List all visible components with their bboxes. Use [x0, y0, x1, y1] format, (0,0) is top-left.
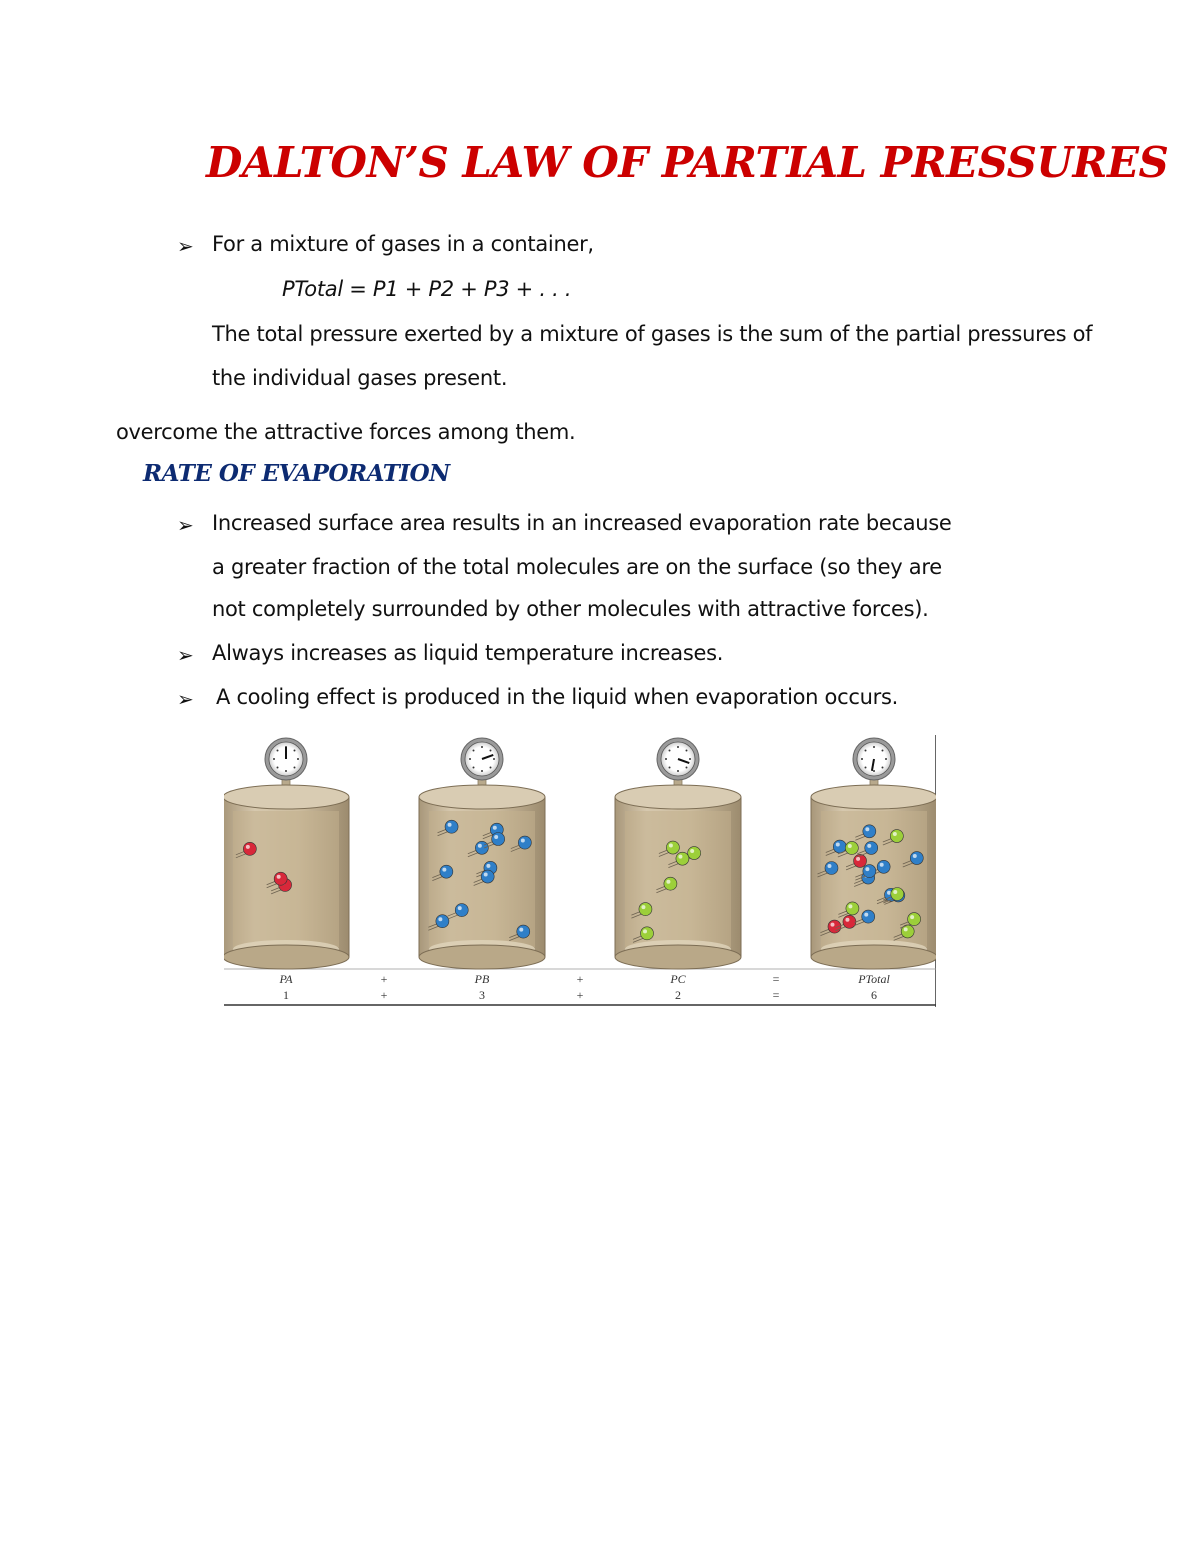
gas-molecule	[865, 841, 878, 854]
gas-molecule	[846, 902, 859, 915]
figure-label-bottom: +	[380, 988, 388, 1002]
molecule-highlight	[484, 873, 488, 877]
gauge-tick	[473, 750, 475, 752]
molecule-highlight	[910, 915, 914, 919]
figure-label-top: PC	[670, 972, 686, 986]
gauge-tick	[881, 766, 883, 768]
gauge-tick	[689, 758, 691, 760]
gauge-tick	[865, 750, 867, 752]
gas-molecule	[481, 870, 494, 883]
gauge-tick	[277, 750, 279, 752]
molecule-highlight	[678, 855, 682, 859]
molecule-highlight	[458, 906, 462, 910]
molecule-highlight	[493, 826, 497, 830]
molecule-highlight	[845, 918, 849, 922]
gas-molecule	[518, 836, 531, 849]
gauge-tick	[293, 750, 295, 752]
bullet-1-line-1: Increased surface area results in an increased evaporation rate because	[212, 511, 952, 535]
gauge-tick	[873, 770, 875, 772]
molecule-highlight	[486, 864, 490, 868]
orphan-line: overcome the attractive forces among them.	[116, 420, 576, 444]
gauge-tick	[677, 770, 679, 772]
bullet-arrow-icon: ➢	[177, 687, 194, 711]
gauge-tick	[885, 758, 887, 760]
gas-molecule	[825, 861, 838, 874]
figure-label-bottom: 6	[871, 988, 877, 1002]
gas-molecule	[492, 833, 505, 846]
container-lid	[811, 785, 936, 809]
gas-molecule	[274, 872, 287, 885]
molecule-highlight	[836, 843, 840, 847]
formula-text: PTotal = P1 + P2 + P3 + . . .	[282, 277, 572, 301]
gas-molecule	[910, 852, 923, 865]
container-lid	[615, 785, 741, 809]
container-interior	[625, 811, 731, 947]
gauge-tick	[865, 766, 867, 768]
gas-molecule	[639, 903, 652, 916]
figure-label-bottom: 3	[479, 988, 485, 1002]
molecule-highlight	[448, 823, 452, 827]
gauge-tick	[481, 746, 483, 748]
gas-molecule	[891, 887, 904, 900]
gas-container	[615, 738, 741, 969]
gauge-tick	[861, 758, 863, 760]
bullet-arrow-icon: ➢	[177, 234, 194, 258]
gas-molecule	[843, 915, 856, 928]
gas-container	[224, 738, 349, 969]
molecule-highlight	[848, 844, 852, 848]
gauge-tick	[489, 750, 491, 752]
explanation-line-1: The total pressure exerted by a mixture of gases is the sum of the partial pressures of	[212, 322, 1093, 346]
figure-label-top: +	[380, 972, 388, 986]
molecule-highlight	[830, 923, 834, 927]
bullet-3-line-1: A cooling effect is produced in the liquid when evaporation occurs.	[216, 685, 898, 709]
figure-label-bottom: 1	[283, 988, 289, 1002]
gauge-tick	[489, 766, 491, 768]
bullet-1-line-3: not completely surrounded by other molecules with attractive forces).	[212, 597, 929, 621]
bullet-arrow-icon: ➢	[177, 643, 194, 667]
intro-text: For a mixture of gases in a container,	[212, 232, 594, 256]
molecule-highlight	[864, 913, 868, 917]
bullet-arrow-icon: ➢	[177, 513, 194, 537]
gauge-tick	[881, 750, 883, 752]
molecule-highlight	[669, 844, 673, 848]
gas-molecule	[436, 915, 449, 928]
gas-molecule	[455, 904, 468, 917]
figure-label-top: +	[576, 972, 584, 986]
gas-molecule	[676, 852, 689, 865]
molecule-highlight	[827, 864, 831, 868]
molecule-highlight	[641, 905, 645, 909]
molecule-highlight	[887, 891, 891, 895]
molecule-highlight	[643, 929, 647, 933]
gas-molecule	[854, 854, 867, 867]
page-title: DALTON’S LAW OF PARTIAL PRESSURES	[206, 138, 1169, 187]
molecule-highlight	[856, 857, 860, 861]
figure-label-top: PTotal	[858, 972, 890, 986]
molecule-highlight	[519, 928, 523, 932]
molecule-highlight	[848, 904, 852, 908]
gas-molecule	[890, 830, 903, 843]
gas-molecule	[243, 842, 256, 855]
gas-molecule	[877, 860, 890, 873]
gauge-tick	[285, 770, 287, 772]
gas-molecule	[664, 877, 677, 890]
gas-molecule	[475, 841, 488, 854]
gas-molecule	[862, 910, 875, 923]
gauge-tick	[669, 766, 671, 768]
figure-label-top: PA	[279, 972, 293, 986]
gauge-tick	[873, 746, 875, 748]
gas-molecule	[440, 865, 453, 878]
molecule-highlight	[478, 844, 482, 848]
gas-container	[811, 738, 936, 969]
molecule-highlight	[690, 849, 694, 853]
gas-container	[419, 738, 545, 969]
gauge-tick	[685, 766, 687, 768]
container-base	[224, 945, 349, 969]
gauge-tick	[473, 766, 475, 768]
molecule-highlight	[913, 854, 917, 858]
bullet-2-line-1: Always increases as liquid temperature increases.	[212, 641, 724, 665]
figure-label-top: =	[772, 972, 780, 986]
container-base	[615, 945, 741, 969]
container-base	[811, 945, 936, 969]
figure-label-bottom: =	[772, 988, 780, 1002]
molecule-highlight	[442, 868, 446, 872]
gas-molecule	[666, 841, 679, 854]
gauge-tick	[297, 758, 299, 760]
gauge-tick	[685, 750, 687, 752]
container-lid	[419, 785, 545, 809]
molecule-highlight	[880, 863, 884, 867]
explanation-line-2: the individual gases present.	[212, 366, 508, 390]
molecule-highlight	[277, 875, 281, 879]
gas-molecule	[863, 825, 876, 838]
figure-label-bottom: +	[576, 988, 584, 1002]
molecule-highlight	[865, 827, 869, 831]
partial-pressure-figure	[224, 735, 936, 1007]
molecule-highlight	[521, 839, 525, 843]
molecule-highlight	[494, 835, 498, 839]
gauge-tick	[469, 758, 471, 760]
gas-molecule	[641, 927, 654, 940]
molecule-highlight	[865, 867, 869, 871]
gas-molecule	[845, 841, 858, 854]
gas-molecule	[688, 847, 701, 860]
molecule-highlight	[893, 890, 897, 894]
figure-label-bottom: 2	[675, 988, 681, 1002]
figure-label-top: PB	[474, 972, 490, 986]
gauge-tick	[277, 766, 279, 768]
gauge-tick	[293, 766, 295, 768]
container-lid	[224, 785, 349, 809]
molecule-highlight	[666, 880, 670, 884]
gauge-tick	[665, 758, 667, 760]
gas-molecule	[445, 820, 458, 833]
container-base	[419, 945, 545, 969]
gauge-tick	[273, 758, 275, 760]
gauge-tick	[481, 770, 483, 772]
molecule-highlight	[246, 845, 250, 849]
gas-molecule	[517, 925, 530, 938]
section-heading: RATE OF EVAPORATION	[143, 460, 450, 487]
gas-molecule	[863, 865, 876, 878]
gas-molecule	[908, 913, 921, 926]
molecule-highlight	[893, 832, 897, 836]
gauge-tick	[669, 750, 671, 752]
molecule-highlight	[438, 917, 442, 921]
molecule-highlight	[904, 927, 908, 931]
molecule-highlight	[867, 844, 871, 848]
gauge-tick	[677, 746, 679, 748]
bullet-1-line-2: a greater fraction of the total molecules are on the surface (so they are	[212, 555, 942, 579]
gauge-tick	[493, 758, 495, 760]
